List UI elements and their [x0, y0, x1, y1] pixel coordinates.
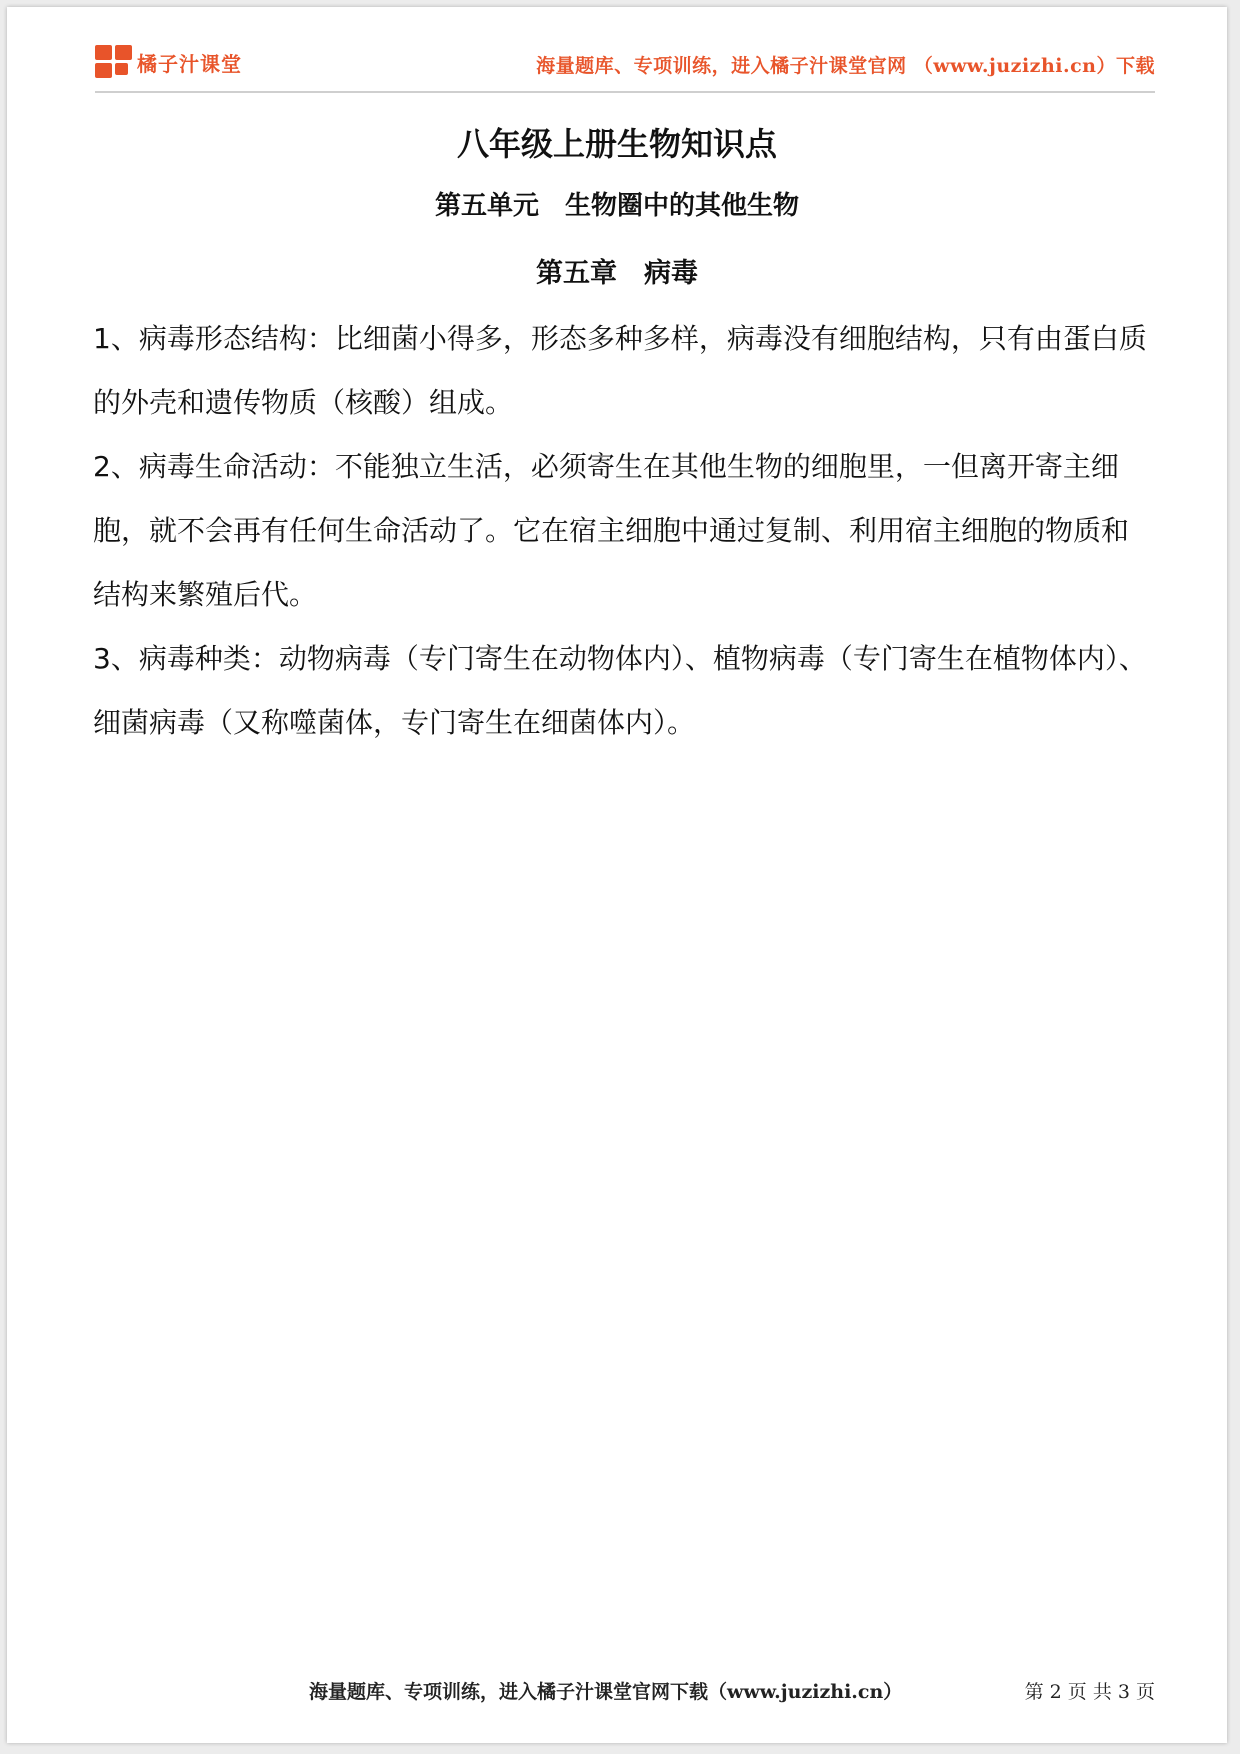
- brand-logo[interactable]: [95, 45, 242, 79]
- chapter-heading: 第五章 病毒: [536, 258, 698, 289]
- logo-squares-icon: [95, 45, 133, 79]
- document-page: [7, 7, 1227, 1743]
- document-title: 八年级上册生物知识点: [456, 125, 777, 163]
- header-slogan: 海量题库、专项训练，进入橘子汁课堂官网 （www.juzizhi.cn）下载: [536, 55, 1155, 77]
- paragraph-structure: 1、病毒形态结构：比细菌小得多，形态多种多样，病毒没有细胞结构，只有由蛋白质的外壳和遗传物质（核酸）组成。: [93, 322, 1147, 419]
- unit-subtitle: 第五单元 生物圈中的其他生物: [434, 191, 799, 221]
- page-number: 第 2 页 共 3 页: [1024, 1681, 1155, 1703]
- header-divider: [95, 91, 1155, 93]
- footer-slogan: 海量题库、专项训练，进入橘子汁课堂官网下载（www.juzizhi.cn）: [309, 1681, 903, 1703]
- logo-text: 橘子汁课堂: [137, 51, 242, 76]
- paragraph-virus-types: 3、病毒种类：动物病毒（专门寄生在动物体内）、植物病毒（专门寄生在植物体内）、细菌病毒（又称噬菌体，专门寄生在细菌体内）。: [93, 642, 1147, 739]
- paragraph-life-activity: 2、病毒生命活动：不能独立生活，必须寄生在其他生物的细胞里，一但离开寄主细胞，就不会再有任何生命活动了。它在宿主细胞中通过复制、利用宿主细胞的物质和结构来繁殖后代。: [93, 450, 1130, 611]
- document-content: [93, 307, 1151, 755]
